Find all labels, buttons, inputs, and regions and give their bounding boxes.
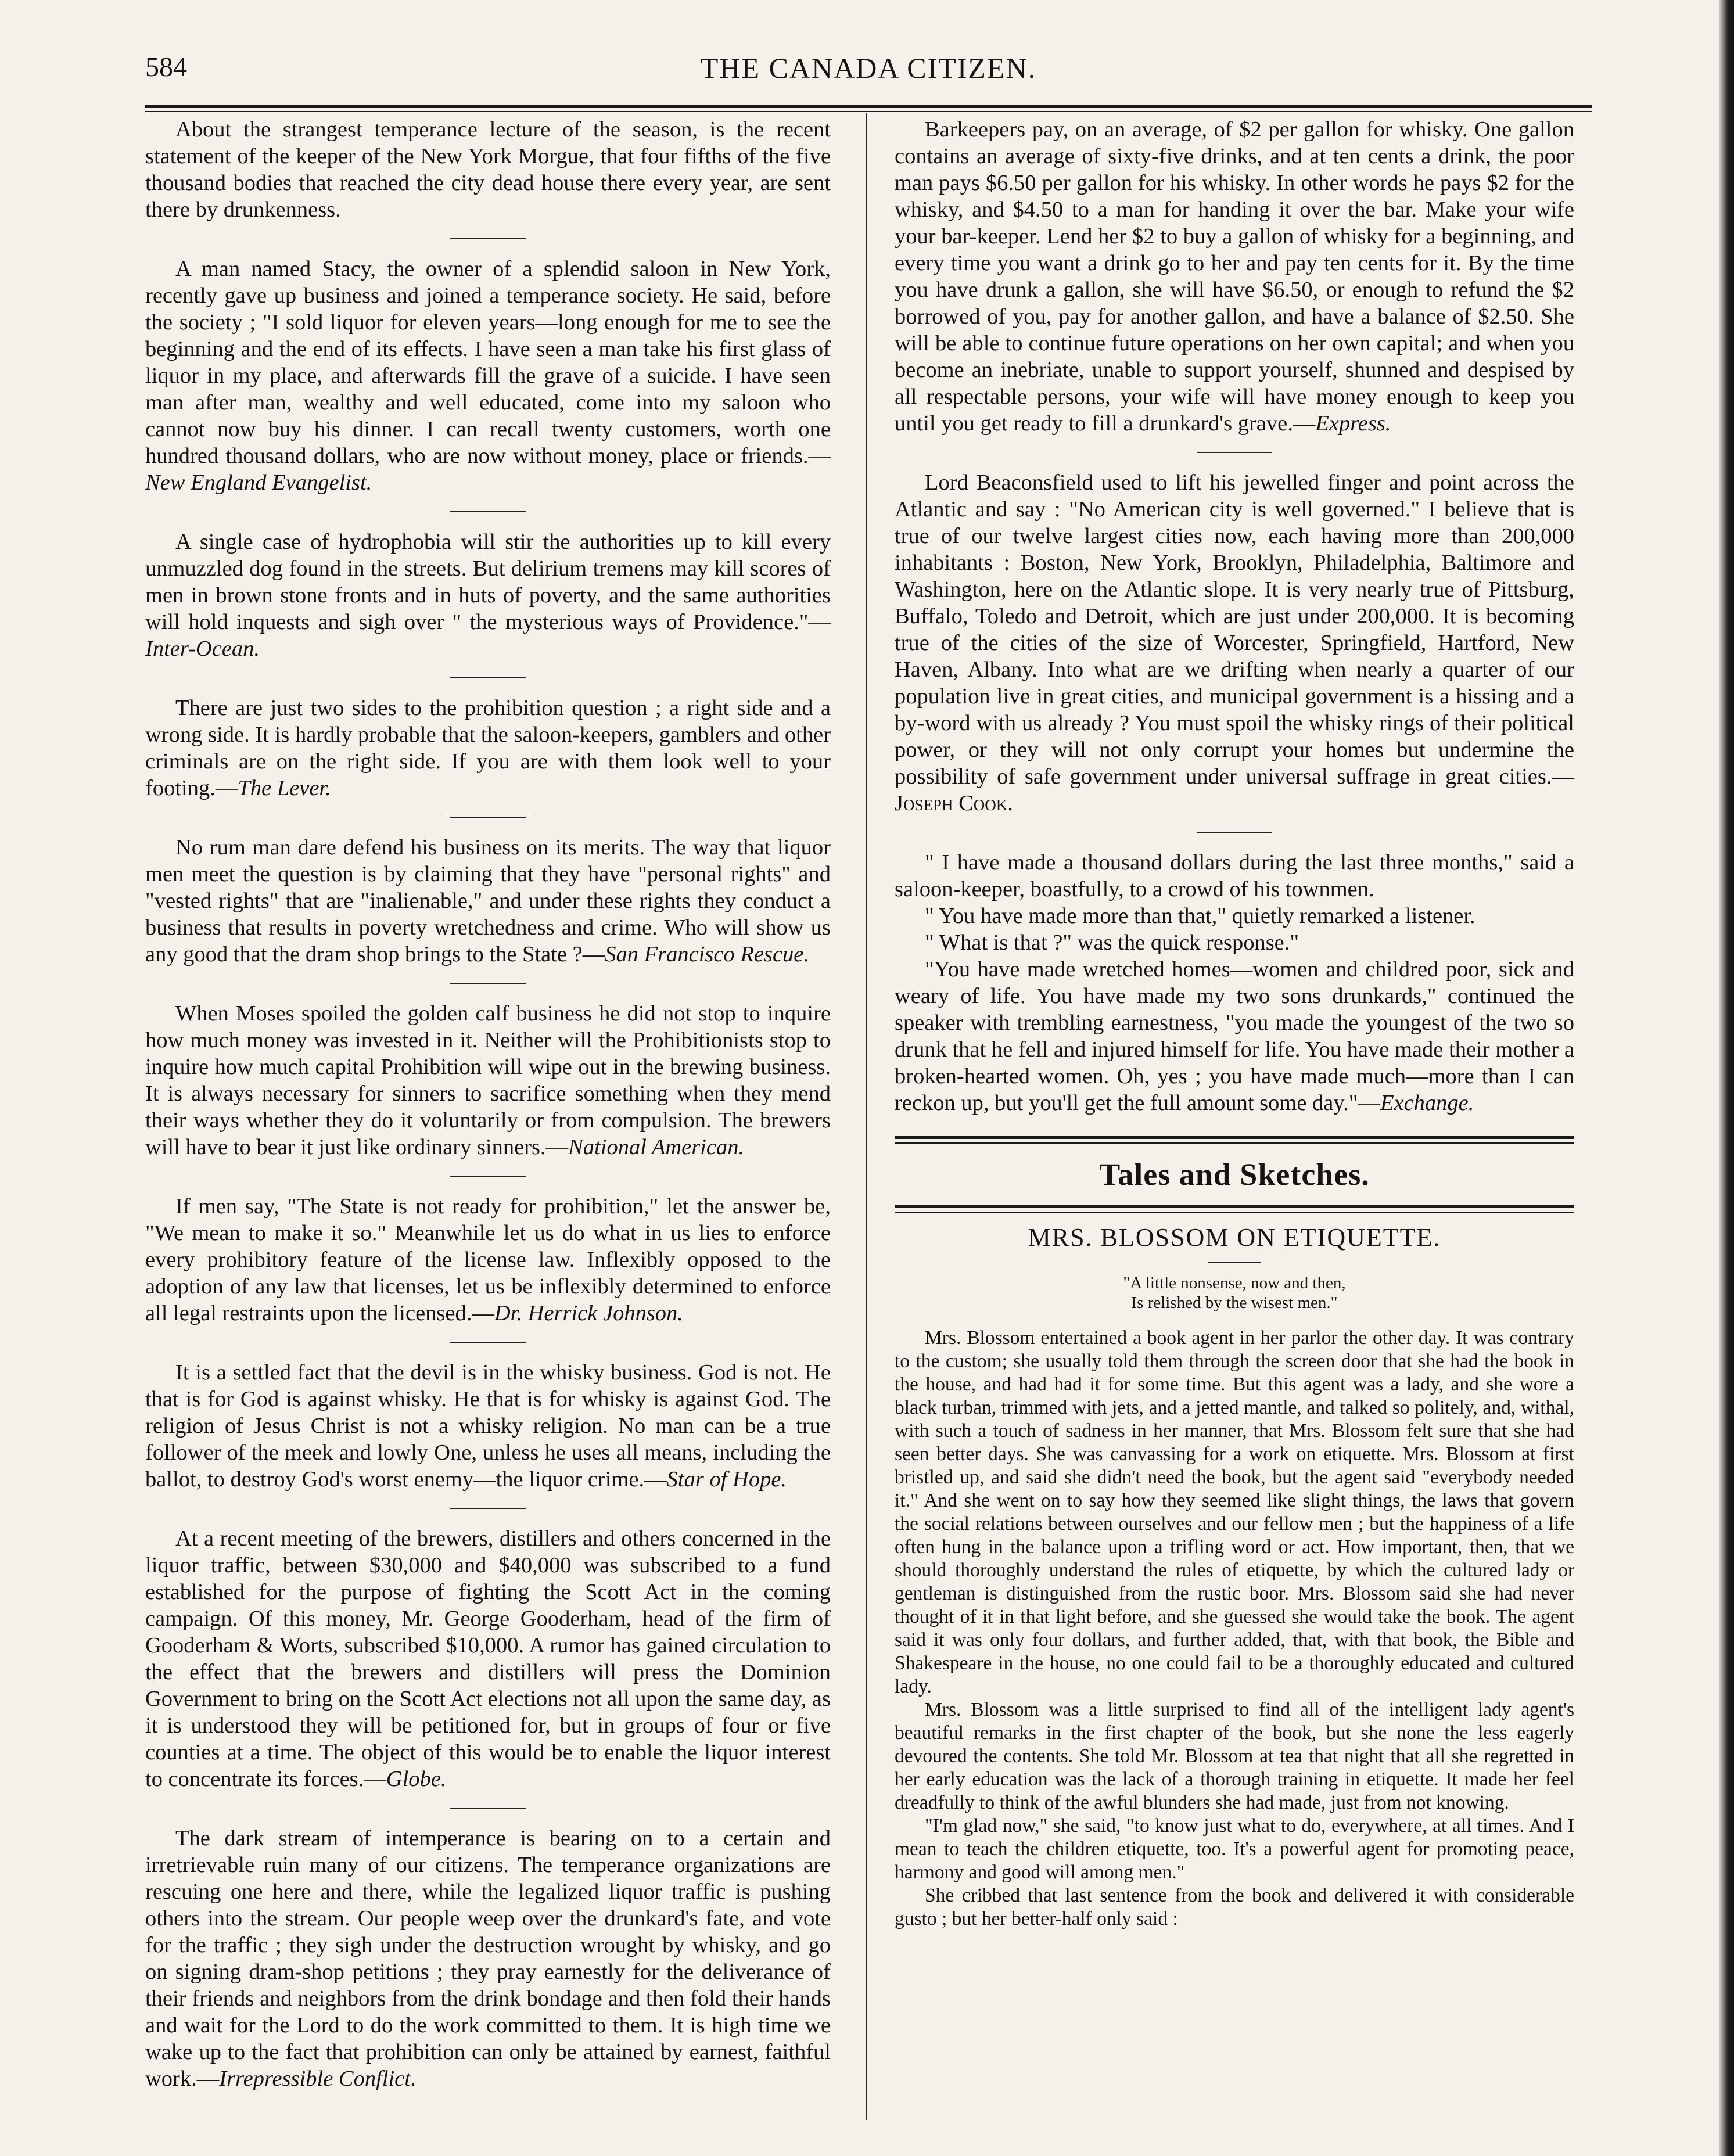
article-source: Irrepressible Conflict.	[219, 2067, 417, 2091]
dialogue-line-1: " I have made a thousand dollars during the last three months," said a saloon-keeper, boastfully, to a crowd of his townmen.	[895, 850, 1574, 901]
article-source: San Francisco Rescue.	[605, 942, 809, 966]
article-8: It is a settled fact that the devil is in the whisky business. God is not. He that is for God is against whisky. He that is for whisky is against God. The religion of Jesus Christ is not a whisky religion. No man can be a true follower of the meek and lowly One, unless he uses all means, including the ballot, to destroy God's worst enemy—the liquor crime.—Star of Hope.	[145, 1360, 831, 1492]
epigraph-line: Is relished by the wisest men."	[1131, 1293, 1338, 1312]
article-3: A single case of hydrophobia will stir the authorities up to kill every unmuzzled dog found in the streets. But delirium tremens may kill scores of men in brown stone fronts and in huts of poverty, and the same authorities will hold inquests and sigh over " the mysterious ways of Providence."—Inter-Ocean.	[145, 530, 831, 661]
article-source: Joseph Cook.	[895, 791, 1013, 815]
article-source: Dr. Herrick Johnson.	[494, 1301, 683, 1325]
header-rule-thin	[145, 111, 1592, 112]
dialogue-line-3: " What is that ?" was the quick response."	[925, 930, 1299, 955]
section-rule	[895, 1136, 1574, 1144]
story-paragraph: "I'm glad now," she said, "to know just what to do, everywhere, at all times. And I mean to teach the children etiquette, too. It's a powerful agent for promoting peace, harmony and good will among men."	[895, 1815, 1574, 1883]
left-column	[145, 116, 831, 2092]
column-divider	[866, 113, 867, 2120]
article-separator	[450, 983, 526, 984]
article-source: Star of Hope.	[666, 1467, 787, 1492]
article-separator	[1197, 452, 1272, 453]
article-source: Express.	[1315, 411, 1391, 436]
section-heading: Tales and Sketches.	[1099, 1157, 1370, 1192]
article-separator	[450, 1508, 526, 1509]
article-separator	[450, 1176, 526, 1177]
dialogue-line-2: " You have made more than that," quietly remarked a listener.	[925, 904, 1475, 928]
article-source: National American.	[568, 1135, 745, 1159]
epigraph-line: "A little nonsense, now and then,	[1123, 1274, 1346, 1292]
article-7: If men say, "The State is not ready for prohibition," let the answer be, "We mean to make it so." Meanwhile let us do what in us lies to enforce every prohibitory feature of the license law. Inflexibly opposed to the adoption of any law that licenses, let us be inflexibly determined to enforce all legal restraints upon the licensed.—Dr. Herrick Johnson.	[145, 1194, 831, 1325]
dialogue-line-4: "You have made wretched homes—women and childred poor, sick and weary of life. You have made my two sons drunkards," continued the speaker with trembling earnestness, "you made the youngest of the two so drunk that he fell and injured himself for life. You have made their mother a broken-hearted women. Oh, yes ; you have made much—more than I can reckon up, but you'll get the full amount some day."—Exchange.	[895, 957, 1574, 1115]
story-paragraph: Mrs. Blossom was a little surprised to find all of the intelligent lady agent's beautiful remarks in the first chapter of the book, but she none the less eagerly devoured the contents. She told Mr. Blossom at tea that night that all she regretted in her early education was the lack of a thorough training in etiquette. It made her feel dreadfully to think of the awful blunders she had made, just from not knowing.	[895, 1699, 1574, 1813]
article-source: Exchange.	[1380, 1091, 1474, 1115]
article-separator	[450, 238, 526, 239]
article-9: At a recent meeting of the brewers, distillers and others concerned in the liquor traffic, between $30,000 and $40,000 was subscribed to a fund established for the purpose of fighting the Scott Act in the coming campaign. Of this money, Mr. George Gooderham, head of the firm of Gooderham & Worts, subscribed $10,000. A rumor has gained circulation to the effect that the brewers and distillers will press the Dominion Government to bring on the Scott Act elections not all upon the same day, as it is understood they will be petitioned for, but in groups of four or five counties at a time. The object of this would be to enable the liquor interest to concentrate its forces.—Globe.	[145, 1526, 831, 1791]
epigraph	[895, 1273, 1574, 1313]
story-title: MRS. BLOSSOM ON ETIQUETTE.	[1028, 1223, 1441, 1252]
article-barkeepers: Barkeepers pay, on an average, of $2 per gallon for whisky. One gallon contains an average of sixty-five drinks, and at ten cents a drink, the poor man pays $6.50 per gallon for his whisky. In other words he pays $2 for the whisky, and $4.50 to a man for handing it over the bar. Make your wife your bar-keeper. Lend her $2 to buy a gallon of whisky for a beginning, and every time you want a drink go to her and pay ten cents for it. By the time you have drunk a gallon, she will have $6.50, or enough to refund the $2 borrowed of you, pay for another gallon, and have a balance of $2.50. She will be able to continue future operations on her own capital; and when you become an inebriate, unable to support yourself, shunned and despised by all respectable persons, your wife will have money enough to keep you until you get ready to fill a drunkard's grave.—Express.	[895, 117, 1574, 436]
article-4: There are just two sides to the prohibition question ; a right side and a wrong side. It is hardly probable that the saloon-keepers, gamblers and other criminals are on the right side. If you are with them look well to your footing.—The Lever.	[145, 696, 831, 800]
article-5: No rum man dare defend his business on its merits. The way that liquor men meet the question is by claiming that they have "personal rights" and "vested rights" that are "inalienable," and under these rights they conduct a business that results in poverty wretchedness and crime. Who will show us any good that the dram shop brings to the State ?—San Francisco Rescue.	[145, 835, 831, 966]
title-separator	[1208, 1262, 1261, 1263]
article-source: New England Evangelist.	[145, 470, 372, 495]
article-1: About the strangest temperance lecture of the season, is the recent statement of the keeper of the New York Morgue, that four fifths of the five thousand bodies that reached the city dead house there every year, are sent there by drunkenness.	[145, 117, 831, 222]
story	[895, 1224, 1574, 1931]
story-paragraph: She cribbed that last sentence from the book and delivered it with considerable gusto ; but her better-half only said :	[895, 1885, 1574, 1929]
article-separator	[450, 677, 526, 678]
article-separator	[450, 1342, 526, 1343]
binding-edge	[1719, 0, 1734, 2156]
page-header	[145, 51, 1592, 103]
article-source: Globe.	[386, 1767, 447, 1791]
article-beaconsfield: Lord Beaconsfield used to lift his jewelled finger and point across the Atlantic and say : "No American city is well governed." I believe that is true of our twelve largest cities now, each having more than 200,000 inhabitants : Boston, New York, Brooklyn, Philadelphia, Baltimore and Washington, here on the Atlantic slope. It is very nearly true of Pittsburg, Buffalo, Toledo and Detroit, which are just under 200,000. It is becoming true of the cities of the size of Worcester, Springfield, Hartford, New Haven, Albany. Into what are we drifting when nearly a quarter of our population live in great cities, and municipal government is a hissing and a by-word with us already ? You must spoil the whisky rings of their political power, or they will not only corrupt your homes but undermine the possibility of safe government under universal suffrage in great cities.—Joseph Cook.	[895, 470, 1574, 815]
section-rule	[895, 1205, 1574, 1213]
article-source: The Lever.	[238, 776, 331, 800]
article-separator	[450, 1808, 526, 1809]
article-10: The dark stream of intemperance is bearing on to a certain and irretrievable ruin many of our citizens. The temperance organizations are rescuing one here and there, while the legalized liquor traffic is pushing others into the stream. Our people weep over the drunkard's fate, and vote for the traffic ; they sigh under the destruction wrought by whisky, and go on signing dram-shop petitions ; they pray earnestly for the deliverance of their friends and neighbors from the drink bondage and then fold their hands and wait for the Lord to do the work committed to them. It is high time we wake up to the fact that prohibition can only be attained by earnest, faithful work.—Irrepressible Conflict.	[145, 1826, 831, 2091]
article-separator	[450, 817, 526, 818]
article-separator	[450, 511, 526, 512]
story-paragraph: Mrs. Blossom entertained a book agent in her parlor the other day. It was contrary to the custom; she usually told them through the screen door that she had the book in the house, and had had it for some time. But this agent was a lady, and she wore a black turban, trimmed with jets, and a jetted mantle, and talked so politely, and, withal, with such a touch of sadness in her manner, that Mrs. Blossom felt sure that she had seen better days. She was canvassing for a work on etiquette. Mrs. Blossom at first bristled up, and said she didn't need the book, but the agent said "everybody needed it." And she went on to say how they seemed like slight things, the laws that govern the social relations between ourselves and our fellow men ; but the happiness of a life often hung in the balance upon a trifling word or act. How important, then, that we should thoroughly understand the rules of etiquette, by which the cultured lady or gentleman is distinguished from the rustic boor. Mrs. Blossom said she had never thought of it in that light before, and she guessed she would take the book. The agent said it was only four dollars, and further added, that, with that book, the Bible and Shakespeare in the house, no one could fail to be a thoroughly educated and cultured lady.	[895, 1327, 1574, 1697]
article-source: Inter-Ocean.	[145, 637, 260, 661]
page-number: 584	[145, 52, 187, 82]
article-separator	[1197, 832, 1272, 833]
article-6: When Moses spoiled the golden calf business he did not stop to inquire how much money was invested in it. Neither will the Prohibitionists stop to inquire how much capital Prohibition will wipe out in the brewing business. It is always necessary for sinners to sacrifice something when they mend their ways whether they do it voluntarily or from compulsion. The brewers will have to bear it just like ordinary sinners.—National American.	[145, 1001, 831, 1159]
right-column	[895, 116, 1574, 1931]
header-rule-thick	[145, 105, 1592, 108]
article-2: A man named Stacy, the owner of a splendid saloon in New York, recently gave up business and joined a temperance society. He said, before the society ; "I sold liquor for eleven years—long enough for me to see the beginning and the end of its effects. I have seen a man take his first glass of liquor in my place, and afterwards fill the grave of a suicide. I have seen man after man, wealthy and well educated, come into my saloon who cannot now buy his dinner. I can recall twenty customers, worth one hundred thousand dollars, who are now without money, place or friends.—New England Evangelist.	[145, 257, 831, 495]
running-title: THE CANADA CITIZEN.	[700, 52, 1037, 84]
